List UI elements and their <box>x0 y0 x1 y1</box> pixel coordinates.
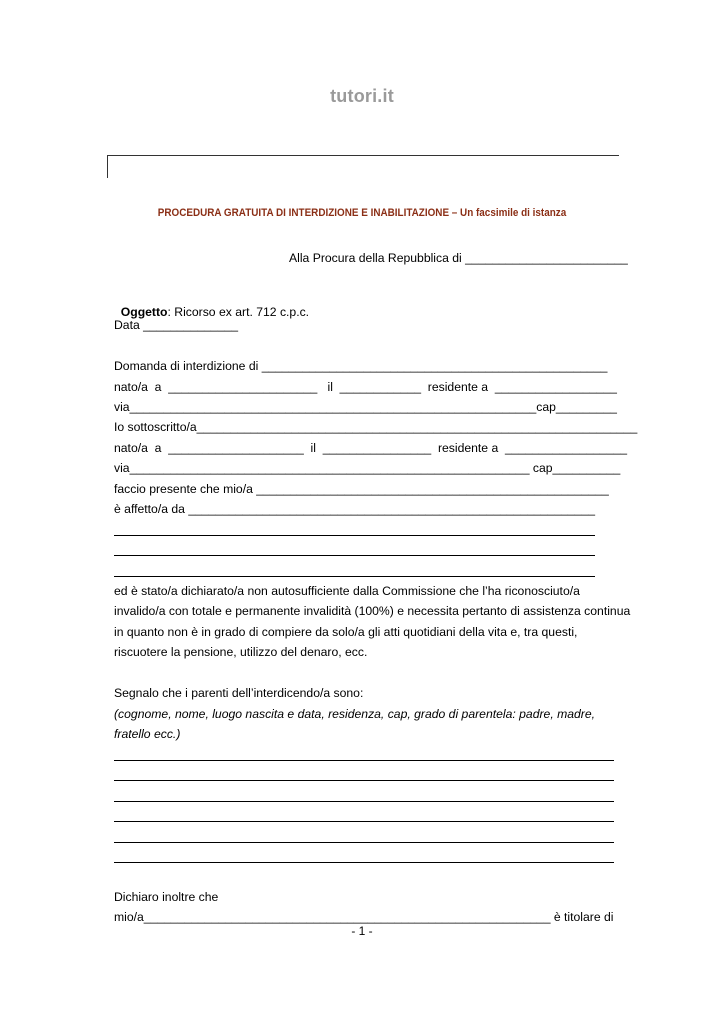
blank-rule <box>114 555 595 556</box>
frame-left-border <box>107 155 108 178</box>
subject-label: Oggetto <box>120 305 168 319</box>
logo: tutori.it <box>330 86 394 106</box>
declaration-line: mio/a____________________________________________________________ è titolare di <box>114 910 614 924</box>
page-number: - 1 - <box>351 924 373 938</box>
blank-rule <box>114 801 614 802</box>
blank-rule <box>114 760 614 761</box>
paragraph-line: ed è stato/a dichiarato/a non autosufficiente dalla Commissione che l’ha riconosciuto/a <box>114 584 580 598</box>
blank-rule <box>114 821 614 822</box>
relatives-intro: Segnalo che i parenti dell’interdicendo/a sono: <box>114 686 364 700</box>
frame-top-border <box>107 155 619 156</box>
form-line-condition: è affetto/a da ____________________________________________________________ <box>114 502 596 516</box>
blank-rule <box>114 576 595 577</box>
relatives-hint: (cognome, nome, luogo nascita e data, residenza, cap, grado di parentela: padre, madre, <box>114 707 596 721</box>
form-line-street-1: via____________________________________________________________cap_________ <box>114 400 617 414</box>
form-line-birth-1: nato/a a ______________________ il ____________ residente a __________________ <box>114 380 617 394</box>
paragraph-line: invalido/a con totale e permanente invalidità (100%) e necessita pertanto di assistenza continua <box>114 604 631 618</box>
blank-rule <box>114 780 614 781</box>
blank-rule <box>114 842 614 843</box>
blank-rule <box>114 862 614 863</box>
subject-text: : Ricorso ex art. 712 c.p.c. <box>167 305 310 319</box>
addressee-line: Alla Procura della Repubblica di ________________________ <box>289 251 628 265</box>
paragraph-line: in quanto non è in grado di compiere da solo/a gli atti quotidiani della vita e, tra questi, <box>114 625 578 639</box>
form-line-interdiction: Domanda di interdizione di ___________________________________________________ <box>114 359 608 373</box>
form-line-street-2: via___________________________________________________________ cap__________ <box>114 461 621 475</box>
declaration-intro: Dichiaro inoltre che <box>114 890 219 904</box>
form-line-undersigned: Io sottoscritto/a_________________________________________________________________ <box>114 420 638 434</box>
blank-rule <box>114 535 595 536</box>
form-line-birth-2: nato/a a ____________________ il ________________ residente a __________________ <box>114 441 628 455</box>
date-line: Data ______________ <box>114 318 239 332</box>
relatives-hint: fratello ecc.) <box>114 727 181 741</box>
subject-line <box>114 291 309 319</box>
document-title: PROCEDURA GRATUITA DI INTERDIZIONE E INABILITAZIONE – Un facsimile di istanza <box>157 207 567 219</box>
paragraph-line: riscuotere la pensione, utilizzo del denaro, ecc. <box>114 645 368 659</box>
form-line-relation: faccio presente che mio/a ____________________________________________________ <box>114 482 609 496</box>
